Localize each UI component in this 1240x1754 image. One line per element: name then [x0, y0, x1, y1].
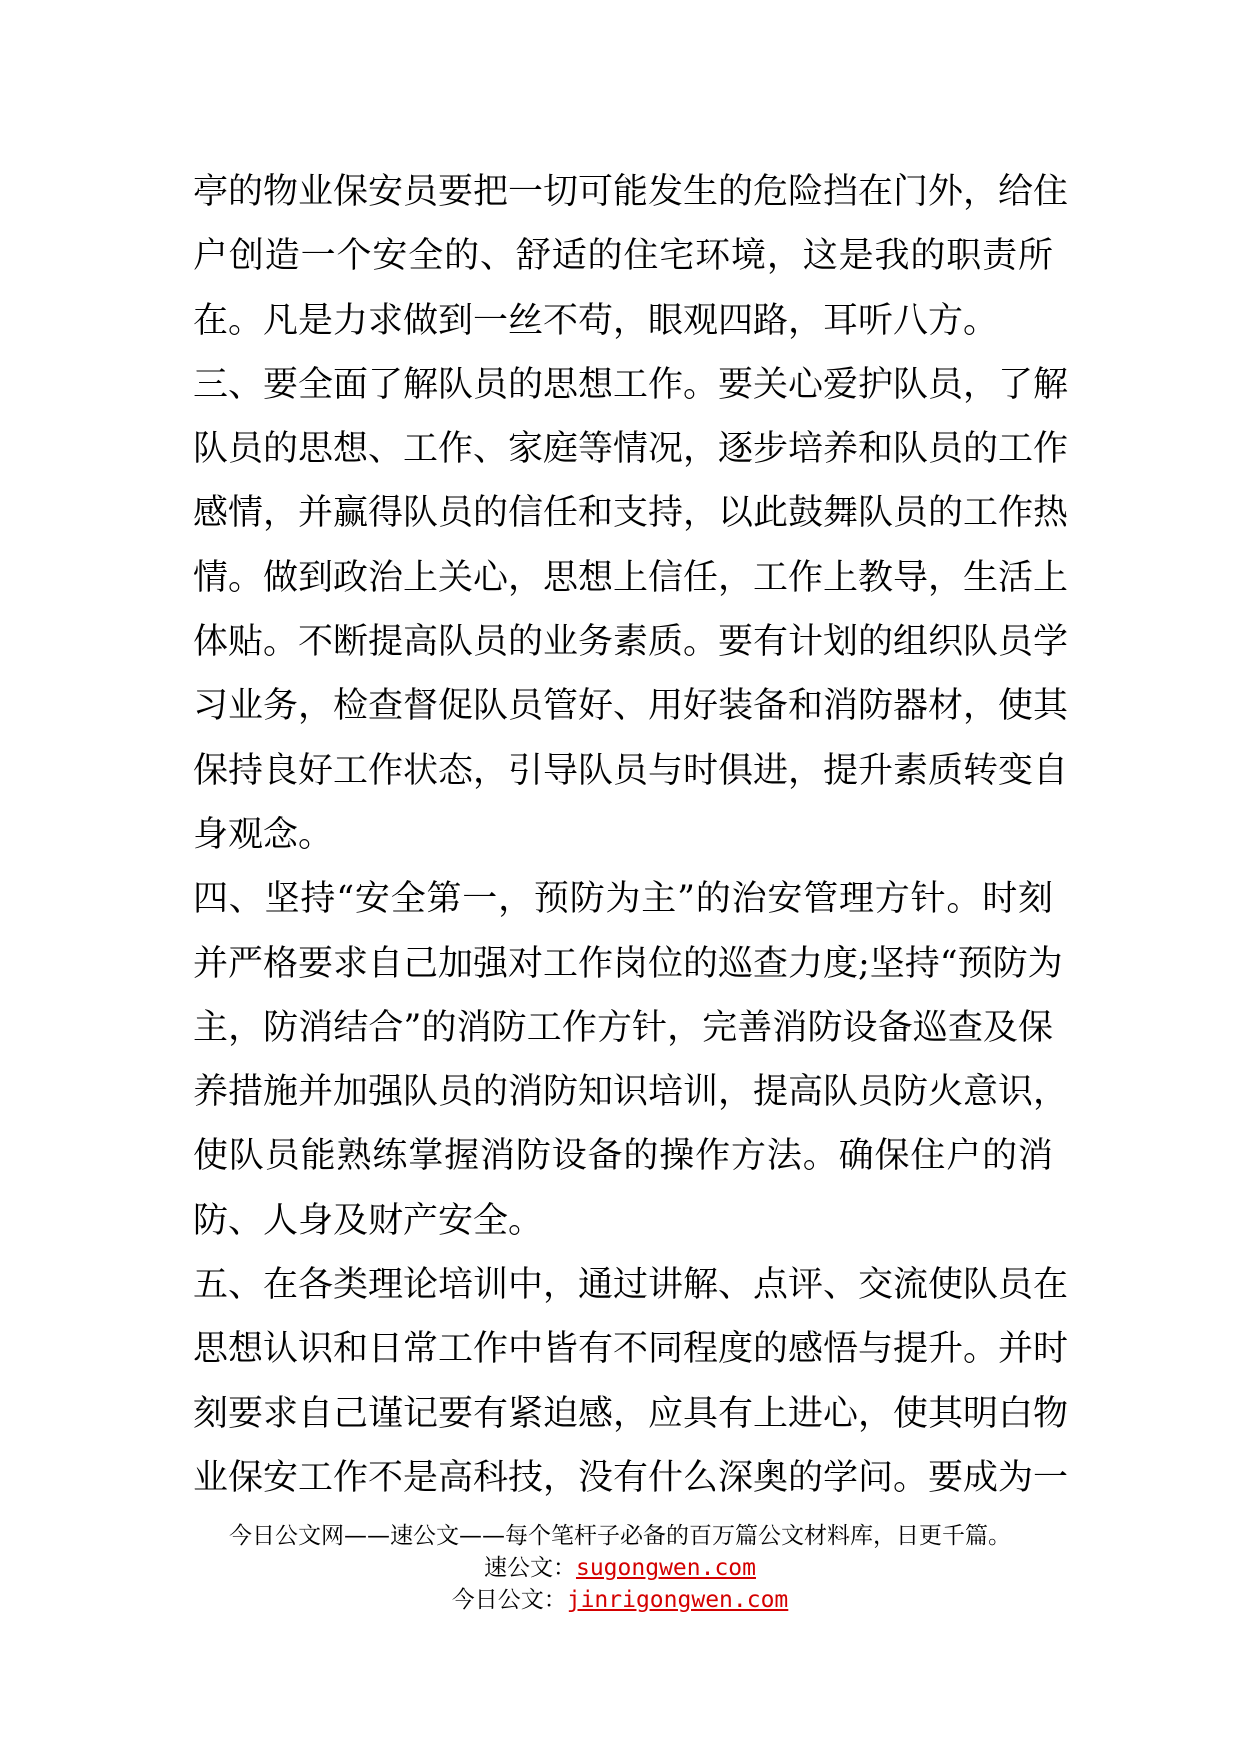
- text-line: 思想认识和日常工作中皆有不同程度的感悟与提升。并时: [193, 1329, 1069, 1370]
- text-line: 在。凡是力求做到一丝不苟，眼观四路，耳听八方。: [193, 300, 999, 341]
- text-line: 身观念。: [193, 814, 334, 855]
- jinri-label: 今日公文：: [451, 1587, 567, 1613]
- text-line: 使队员能熟练掌握消防设备的操作方法。确保住户的消: [193, 1136, 1053, 1177]
- footer-slogan: 今日公文网——速公文——每个笔杆子必备的百万篇公文材料库，日更千篇。: [229, 1523, 1011, 1549]
- text-line: 四、坚持“安全第一，预防为主”的治安管理方针。时刻: [193, 879, 1053, 920]
- text-line: 保持良好工作状态，引导队员与时俱进，提升素质转变自: [193, 750, 1069, 791]
- jinrigongwen-link[interactable]: jinrigongwen.com: [566, 1587, 789, 1613]
- text-line: 户创造一个安全的、舒适的住宅环境，这是我的职责所: [193, 236, 1053, 277]
- text-line: 五、在各类理论培训中，通过讲解、点评、交流使队员在: [193, 1265, 1069, 1306]
- sugongwen-link[interactable]: sugongwen.com: [575, 1555, 756, 1581]
- text-line: 三、要全面了解队员的思想工作。要关心爱护队员，了解: [193, 364, 1069, 405]
- sugongwen-label: 速公文：: [483, 1555, 576, 1581]
- text-line: 主，防消结合”的消防工作方针，完善消防设备巡查及保: [193, 1007, 1053, 1048]
- text-line: 养措施并加强队员的消防知识培训，提高队员防火意识，: [193, 1072, 1069, 1113]
- text-line: 刻要求自己谨记要有紧迫感，应具有上进心，使其明白物: [193, 1393, 1069, 1434]
- text-line: 业保安工作不是高科技，没有什么深奥的学问。要成为一: [193, 1457, 1069, 1498]
- text-line: 体贴。不断提高队员的业务素质。要有计划的组织队员学: [193, 622, 1069, 663]
- footer-jinrigongwen: [0, 1584, 1240, 1616]
- document-body: [193, 160, 1069, 1510]
- text-line: 队员的思想、工作、家庭等情况，逐步培养和队员的工作: [193, 429, 1069, 470]
- text-line: 情。做到政治上关心，思想上信任，工作上教导，生活上: [193, 557, 1069, 598]
- footer: [0, 1520, 1240, 1616]
- footer-sugongwen: [0, 1552, 1240, 1584]
- text-line: 感情，并赢得队员的信任和支持，以此鼓舞队员的工作热: [193, 493, 1069, 534]
- text-line: 亭的物业保安员要把一切可能发生的危险挡在门外，给住: [193, 172, 1069, 212]
- text-line: 习业务，检查督促队员管好、用好装备和消防器材，使其: [193, 686, 1069, 727]
- text-line: 并严格要求自己加强对工作岗位的巡查力度;坚持“预防为: [193, 943, 1063, 984]
- text-line: 防、人身及财产安全。: [193, 1200, 544, 1241]
